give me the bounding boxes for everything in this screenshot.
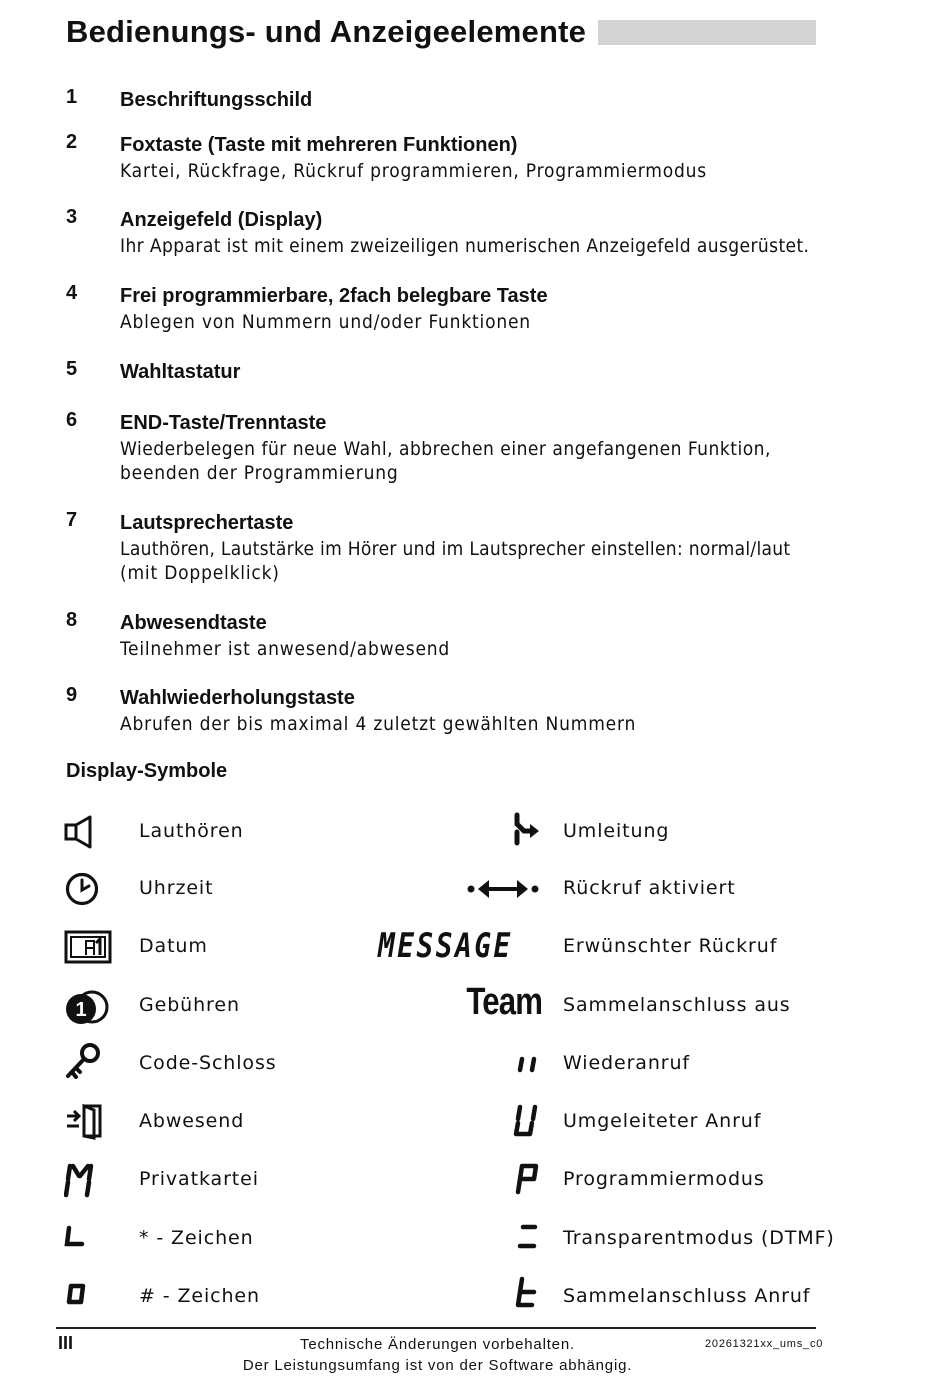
door-exit-icon xyxy=(64,1102,104,1140)
symbol-label: Programmiermodus xyxy=(563,1168,765,1190)
item-description: (mit Doppelklick) xyxy=(120,562,280,584)
list-item xyxy=(66,409,771,485)
calendar-icon xyxy=(64,929,112,965)
segment-t-icon xyxy=(514,1276,540,1310)
list-item xyxy=(66,131,707,183)
item-number: 3 xyxy=(66,206,78,228)
item-number: 7 xyxy=(66,509,78,531)
item-number: 8 xyxy=(66,609,78,631)
segment-star-icon xyxy=(64,1224,86,1252)
item-heading: Wahltastatur xyxy=(120,361,241,383)
item-heading: END-Taste/Trenntaste xyxy=(120,412,327,434)
item-heading: Beschriftungsschild xyxy=(120,89,313,111)
footer-note xyxy=(200,1334,675,1376)
symbol-label: Lauthören xyxy=(139,820,244,842)
item-description: Kartei, Rückfrage, Rückruf programmieren, Programmiermodus xyxy=(120,160,707,182)
segment-u-icon xyxy=(512,1104,540,1138)
symbol-label: Transparentmodus (DTMF) xyxy=(563,1227,835,1249)
list-item xyxy=(66,509,790,585)
symbol-label: Privatkartei xyxy=(139,1168,259,1190)
segment-m-icon xyxy=(64,1162,94,1198)
list-item xyxy=(66,684,636,736)
item-number: 1 xyxy=(66,86,78,108)
symbol-label: Gebühren xyxy=(139,994,240,1016)
list-item xyxy=(66,86,312,114)
list-item xyxy=(66,206,809,258)
item-description: Abrufen der bis maximal 4 zuletzt gewählten Nummern xyxy=(120,713,637,735)
symbol-label: Sammelanschluss Anruf xyxy=(563,1285,811,1307)
list-item xyxy=(66,609,450,661)
symbol-label: Umgeleiteter Anruf xyxy=(563,1110,762,1132)
forward-arrow-icon xyxy=(510,812,542,848)
list-item xyxy=(66,358,240,386)
footer-divider xyxy=(56,1327,816,1329)
page-number: III xyxy=(58,1333,74,1353)
coin-digit: 1 xyxy=(75,999,87,1021)
segment-p-icon xyxy=(512,1162,540,1196)
team-glyph: Team xyxy=(466,980,542,1023)
callback-arrows-icon xyxy=(466,876,540,902)
segment-hash-icon xyxy=(64,1280,88,1308)
segment-equals-icon xyxy=(516,1222,540,1252)
symbol-label: Abwesend xyxy=(139,1110,245,1132)
symbol-label: Erwünschter Rückruf xyxy=(563,935,778,957)
page-title: Bedienungs- und Anzeigeelemente xyxy=(66,14,587,49)
symbol-label: Wiederanruf xyxy=(563,1052,691,1074)
item-heading: Wahlwiederholungstaste xyxy=(120,687,355,709)
item-description: Ablegen von Nummern und/oder Funktionen xyxy=(120,311,531,333)
symbol-label: Datum xyxy=(139,935,208,957)
symbol-label: * - Zeichen xyxy=(139,1227,254,1249)
section-title: Display-Symbole xyxy=(66,760,228,782)
title-bar xyxy=(598,20,816,45)
footer-line-2: Der Leistungsumfang ist von der Software abhängig. xyxy=(242,1357,633,1374)
segment-quote-icon xyxy=(516,1056,540,1074)
message-glyph: MESSAGE xyxy=(377,926,513,966)
item-description: Ihr Apparat ist mit einem zweizeiligen numerischen Anzeigefeld ausgerüstet. xyxy=(120,235,810,257)
symbol-label: Uhrzeit xyxy=(139,877,214,899)
item-number: 5 xyxy=(66,358,78,380)
key-icon xyxy=(64,1042,102,1082)
item-heading: Lautsprechertaste xyxy=(120,512,294,534)
speaker-icon xyxy=(64,814,98,850)
symbol-label: Rückruf aktiviert xyxy=(563,877,736,899)
item-number: 2 xyxy=(66,131,78,153)
document-code: 20261321xx_ums_c0 xyxy=(705,1338,824,1350)
symbol-label: Umleitung xyxy=(563,820,670,842)
footer-line-1: Technische Änderungen vorbehalten. xyxy=(300,1336,575,1353)
message-icon xyxy=(378,928,542,964)
item-description: Teilnehmer ist anwesend/abwesend xyxy=(120,638,451,660)
symbol-label: Sammelanschluss aus xyxy=(563,994,791,1016)
item-number: 6 xyxy=(66,409,78,431)
symbol-label: Code-Schloss xyxy=(139,1052,277,1074)
coin-icon xyxy=(64,987,110,1027)
symbol-label: # - Zeichen xyxy=(139,1285,260,1307)
item-description: beenden der Programmierung xyxy=(120,462,399,484)
item-number: 4 xyxy=(66,282,78,304)
item-heading: Anzeigefeld (Display) xyxy=(120,209,323,231)
clock-icon xyxy=(64,871,100,907)
team-icon xyxy=(466,980,542,1024)
item-description: Lauthören, Lautstärke im Hörer und im Lautsprecher einstellen: normal/laut xyxy=(120,538,791,560)
item-heading: Foxtaste (Taste mit mehreren Funktionen) xyxy=(120,134,518,156)
list-item xyxy=(66,282,548,334)
item-heading: Abwesendtaste xyxy=(120,612,267,634)
item-description: Wiederbelegen für neue Wahl, abbrechen einer angefangenen Funktion, xyxy=(120,438,771,460)
item-heading: Frei programmierbare, 2fach belegbare Taste xyxy=(120,285,548,307)
item-number: 9 xyxy=(66,684,78,706)
